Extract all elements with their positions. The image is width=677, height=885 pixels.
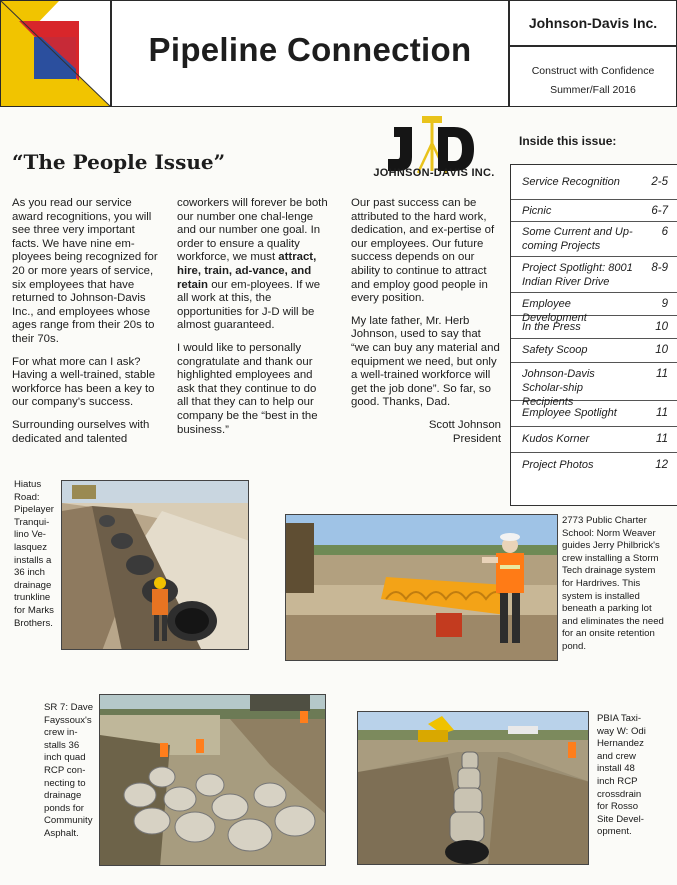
caption-sr7: SR 7: Dave Fayssoux's crew in-stalls 36 inch quad RCP con-necting to drainage ponds for Community Asphalt. xyxy=(44,702,94,839)
toc-panel xyxy=(510,164,677,506)
toc-item-page: 10 xyxy=(655,321,668,333)
toc-item-project-photos[interactable] xyxy=(511,453,677,477)
toc-item-page: 11 xyxy=(656,407,668,419)
article-paragraph: I would like to personally congratulate and thank our highlighted employees and ask that they continue to do all that they can to help our company be the “best in the business.” xyxy=(177,341,318,436)
article-paragraph: As you read our service award recognitions, you will see three very important facts. We have nine em-ployees being recognized for 20 or more years of service, six employees that have returned to Johnson-Davis Inc., and employees whose ages range from their 20s to their 70s. xyxy=(12,197,158,345)
toc-item-label: Employee Spotlight xyxy=(522,407,617,419)
toc-item-in-the-press[interactable] xyxy=(511,316,677,339)
caption-charter-school: 2773 Public Charter School: Norm Weaver guides Jerry Philbrick's crew installing a Storm Tech drainage system for Hardrives. This system is installed beneath a parking lot and eliminates the need for an onsite retention pond. xyxy=(562,515,664,652)
toc-item-service-recognition[interactable] xyxy=(511,175,677,200)
article-text: our em-ployees. If we all work at this, the opportunities for J-D will be almost guaranteed. xyxy=(177,278,321,332)
toc-item-scholarship[interactable] xyxy=(511,363,677,408)
article-column-3 xyxy=(351,197,501,446)
article-paragraph xyxy=(177,197,329,333)
toc-item-label: Kudos Korner xyxy=(522,433,590,445)
tagline-text: Construct with Confidence xyxy=(531,65,655,77)
toc-item-employee-development[interactable] xyxy=(511,293,677,324)
article-paragraph: For what more can I ask? Having a well-trained, stable workforce has been a key to our company's success. xyxy=(12,355,156,409)
toc-item-label: Project Spotlight: 8001 Indian River Drive xyxy=(522,262,633,288)
article-paragraph: Surrounding ourselves with dedicated and talented xyxy=(12,418,150,445)
toc-item-safety-scoop[interactable] xyxy=(511,339,677,363)
toc-item-page: 11 xyxy=(656,368,668,380)
article-headline: “The People Issue” xyxy=(12,150,226,174)
article-text: coworkers will forever be both our number one chal-lenge and our number one goal. In order to ensure a quality workforce, we must xyxy=(177,197,328,264)
toc-item-label: Safety Scoop xyxy=(522,344,588,356)
title-panel xyxy=(111,0,509,107)
toc-item-page: 9 xyxy=(661,298,668,310)
toc-item-projects[interactable] xyxy=(511,222,677,257)
toc-item-label: In the Press xyxy=(522,321,581,333)
signer-title: President xyxy=(452,432,501,445)
quad-pipe-photo-icon xyxy=(100,695,326,866)
tagline-panel xyxy=(509,46,677,107)
photo-hiatus-road xyxy=(61,480,249,650)
toc-item-page: 12 xyxy=(655,459,668,471)
article-emphasis: attract, hire, train, ad-vance, and retain xyxy=(177,251,317,291)
toc-item-page: 11 xyxy=(656,433,668,445)
toc-item-label: Employee Development xyxy=(522,298,587,324)
masthead-logo-icon xyxy=(1,1,111,107)
article-column-2 xyxy=(177,197,329,446)
drainage-chambers-photo-icon xyxy=(286,515,558,661)
crossdrain-pipe-photo-icon xyxy=(358,712,589,865)
toc-item-label: Service Recognition xyxy=(522,176,620,188)
toc-item-picnic[interactable] xyxy=(511,200,677,222)
caption-pbia-taxiway: PBIA Taxi-way W: Odi Hernandez and crew install 48 inch RCP crossdrain for Rosso Site Devel-opment. xyxy=(597,713,646,838)
toc-item-employee-spotlight[interactable] xyxy=(511,401,677,427)
article-paragraph: My late father, Mr. Herb Johnson, used to say that “we can buy any material and equipment we need, but only a well-trained workforce will get the job done”. So far, so good. Thanks, Dad. xyxy=(351,314,500,409)
toc-item-page: 2-5 xyxy=(651,176,668,188)
toc-item-page: 6 xyxy=(661,226,668,238)
photo-pbia-taxiway xyxy=(357,711,589,865)
toc-item-page: 6-7 xyxy=(651,205,668,217)
jd-logo-caption: JOHNSON-DAVIS INC. xyxy=(373,167,495,179)
toc-item-kudos-korner[interactable] xyxy=(511,427,677,453)
photo-charter-school xyxy=(285,514,558,661)
signer-name: Scott Johnson xyxy=(428,418,501,431)
masthead-logo xyxy=(0,0,111,107)
article-column-1 xyxy=(12,197,162,455)
toc-item-label: Picnic xyxy=(522,205,552,217)
toc-item-page: 8-9 xyxy=(651,262,668,274)
company-panel xyxy=(509,0,677,46)
toc-item-label: Johnson-Davis Scholar-ship Recipients xyxy=(522,368,595,408)
toc-title: Inside this issue: xyxy=(519,134,617,148)
toc-item-label: Project Photos xyxy=(522,459,594,471)
toc-item-page: 10 xyxy=(655,344,668,356)
toc-item-label: Some Current and Up-coming Projects xyxy=(522,226,633,252)
photo-sr7 xyxy=(99,694,326,866)
toc-item-project-spotlight[interactable] xyxy=(511,257,677,293)
trench-pipe-photo-icon xyxy=(62,481,249,650)
article-paragraph: Our past success can be attributed to the hard work, dedication, and ex-pertise of our employees. Our future success depends on our ability to continue to attract and employ good people in every position. xyxy=(351,197,495,305)
caption-hiatus-road: Hiatus Road: Pipelayer Tranqui-lino Ve-lasquez installs a 36 inch drainage trunkline for Marks Brothers. xyxy=(14,479,54,629)
newsletter-title: Pipeline Connection xyxy=(148,31,472,68)
tagline-block xyxy=(510,62,676,100)
company-name: Johnson-Davis Inc. xyxy=(528,15,658,31)
issue-date: Summer/Fall 2016 xyxy=(550,84,636,96)
